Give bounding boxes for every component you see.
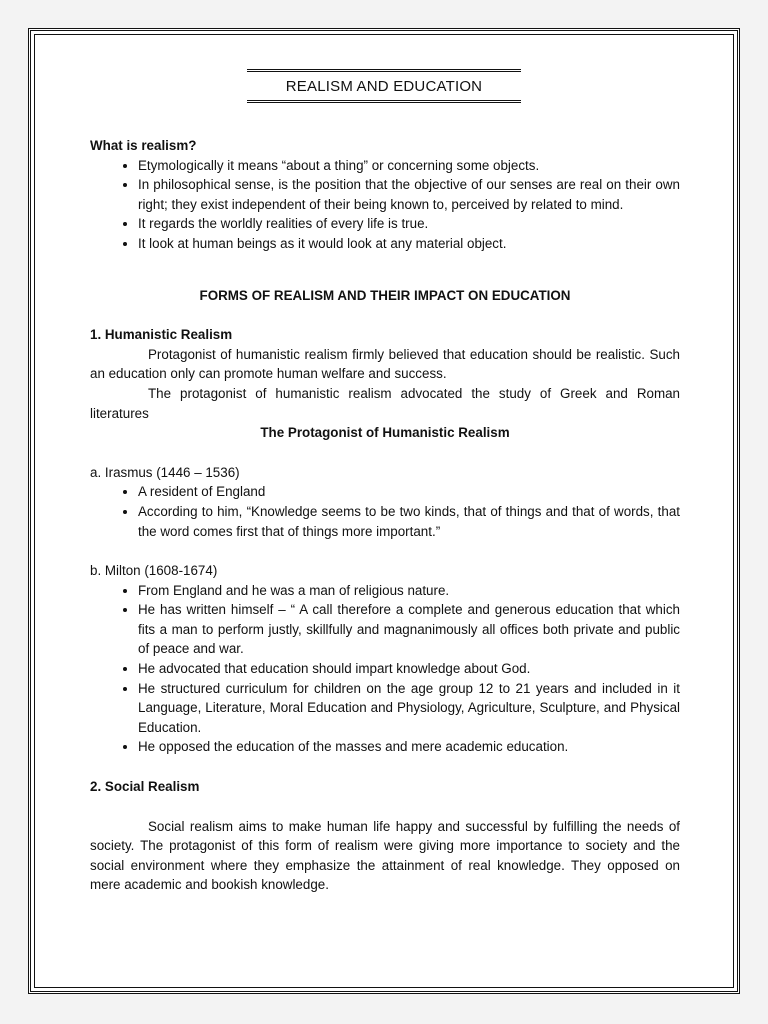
document-title: REALISM AND EDUCATION — [247, 69, 521, 103]
list-item: • It regards the worldly realities of every life is true. — [138, 214, 680, 234]
social-realism-heading: 2. Social Realism — [90, 779, 200, 795]
list-item: • Etymologically it means “about a thing” or concerning some objects. — [138, 156, 680, 176]
list-item: • It look at human beings as it would look at any material object. — [138, 234, 680, 254]
humanistic-paragraph-2: The protagonist of humanistic realism advocated the study of Greek and Roman literatures — [90, 385, 680, 421]
list-item: • A resident of England — [138, 482, 680, 502]
list-item: • He opposed the education of the masses and mere academic education. — [138, 737, 680, 757]
list-item: • According to him, “Knowledge seems to be two kinds, that of things and that of words, that the word comes first that of things more important.” — [138, 502, 680, 541]
list-item: • He structured curriculum for children on the age group 12 to 21 years and included in it Language, Literature, Moral Education and Physiology, Agriculture, Sculpture, and Physical Education. — [138, 679, 680, 738]
milton-label: b. Milton (1608-1674) — [90, 563, 218, 579]
humanistic-paragraph-1: Protagonist of humanistic realism firmly believed that education should be realistic. Such an education only can promote human welfare and success. — [90, 346, 680, 382]
social-realism-paragraph: Social realism aims to make human life happy and successful by fulfilling the needs of society. The protagonist of this form of realism were giving more importance to society and the social environment where they emphasize the attainment of real knowledge. They opposed on mere academic and bookish knowledge. — [90, 818, 680, 893]
list-item: • He has written himself – “ A call therefore a complete and generous education that which fits a man to perform justly, skillfully and magnanimously all offices both private and public of peace and war. — [138, 600, 680, 659]
list-item: • He advocated that education should impart knowledge about God. — [138, 659, 680, 679]
humanistic-realism-heading: 1. Humanistic Realism — [90, 327, 233, 343]
forms-heading: FORMS OF REALISM AND THEIR IMPACT ON EDUCATION — [199, 287, 571, 303]
milton-list — [90, 581, 680, 757]
what-is-realism-list — [90, 156, 680, 254]
protagonist-subheading: The Protagonist of Humanistic Realism — [260, 425, 510, 441]
irasmus-list — [90, 482, 680, 541]
irasmus-label: a. Irasmus (1446 – 1536) — [90, 464, 240, 480]
list-item: • In philosophical sense, is the position that the objective of our senses are real on their own right; they exist independent of their being known to, perceived by related to mind. — [138, 175, 680, 214]
what-is-realism-heading: What is realism? — [90, 138, 197, 153]
list-item: • From England and he was a man of religious nature. — [138, 581, 680, 601]
document-body — [90, 136, 680, 895]
document-page — [28, 28, 740, 994]
